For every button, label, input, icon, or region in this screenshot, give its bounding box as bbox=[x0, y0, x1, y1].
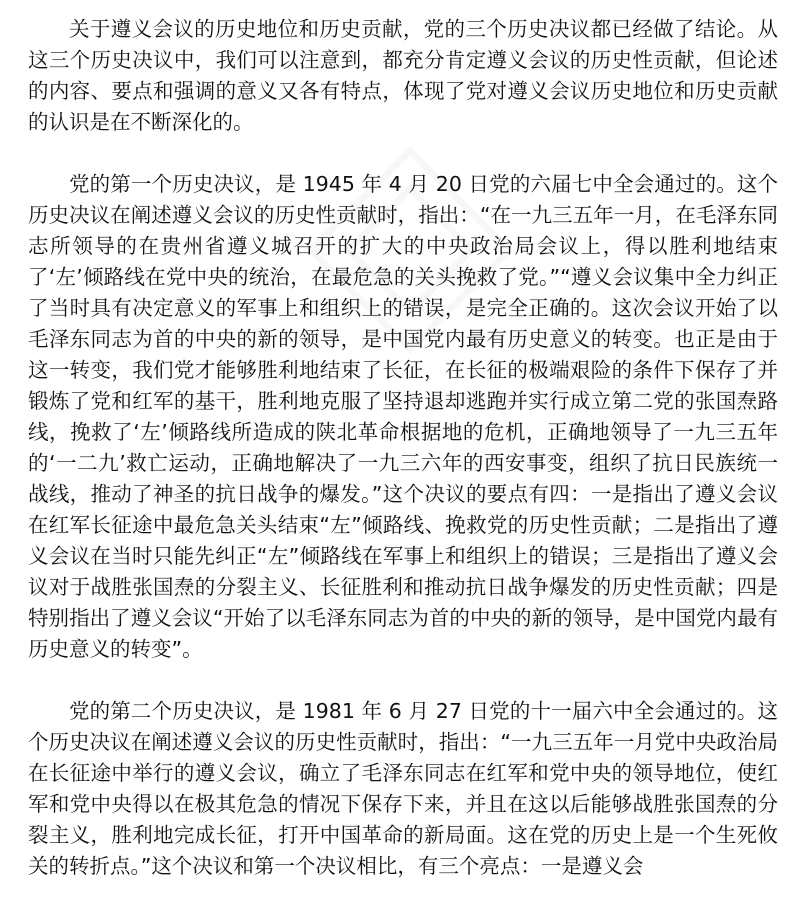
paragraph-first-resolution: 党的第一个历史决议，是 1945 年 4 月 20 日党的六届七中全会通过的。这个历史决议在阐述遵义会议的历史性贡献时，指出：“在一九三五年一月，在毛泽东同志所领导的在贵州省遵义城召开的扩大的中央政治局会议上，得以胜利地结束了‘左’倾路线在党中央的统治，在最危急的关头挽救了党。”“遵义会议集中全力纠正了当时具有决定意义的军事上和组织上的错误，是完全正确的。这次会议开始了以毛泽东同志为首的中央的新的领导，是中国党内最有历史意义的转变。也正是由于这一转变，我们党才能够胜利地结束了长征，在长征的极端艰险的条件下保存了并锻炼了党和红军的基干，胜利地克服了坚持退却逃跑并实行成立第二党的张国焘路线，挽救了‘左’倾路线所造成的陕北革命根据地的危机，正确地领导了一九三五年的‘一二九’救亡运动，正确地解决了一九三六年的西安事变，组织了抗日民族统一战线，推动了神圣的抗日战争的爆发。”这个决议的要点有四：一是指出了遵义会议在红军长征途中最危急关头结束“左”倾路线、挽救党的历史性贡献；二是指出了遵义会议在当时只能先纠正“左”倾路线在军事上和组织上的错误；三是指出了遵义会议对于战胜张国焘的分裂主义、长征胜利和推动抗日战争爆发的历史性贡献；四是特别指出了遵义会议“开始了以毛泽东同志为首的中央的新的领导，是中国党内最有历史意义的转变”。 bbox=[28, 172, 778, 661]
paragraph-intro: 关于遵义会议的历史地位和历史贡献，党的三个历史决议都已经做了结论。从这三个历史决议中，我们可以注意到，都充分肯定遵义会议的历史性贡献，但论述的内容、要点和强调的意义又各有特点，体现了党对遵义会议历史地位和历史贡献的认识是在不断深化的。 bbox=[28, 17, 778, 134]
paragraph-second-resolution: 党的第二个历史决议，是 1981 年 6 月 27 日党的十一届六中全会通过的。这个历史决议在阐述遵义会议的历史性贡献时，指出：“一九三五年一月党中央政治局在长征途中举行的遵义会议，确立了毛泽东同志在红军和党中央的领导地位，使红军和党中央得以在极其危急的情况下保存下来，并且在这以后能够战胜张国焘的分裂主义，胜利地完成长征，打开中国革命的新局面。这在党的历史上是一个生死攸关的转折点。”这个决议和第一个决议相比，有三个亮点：一是遵义会 bbox=[28, 699, 778, 878]
document-body bbox=[28, 14, 778, 913]
